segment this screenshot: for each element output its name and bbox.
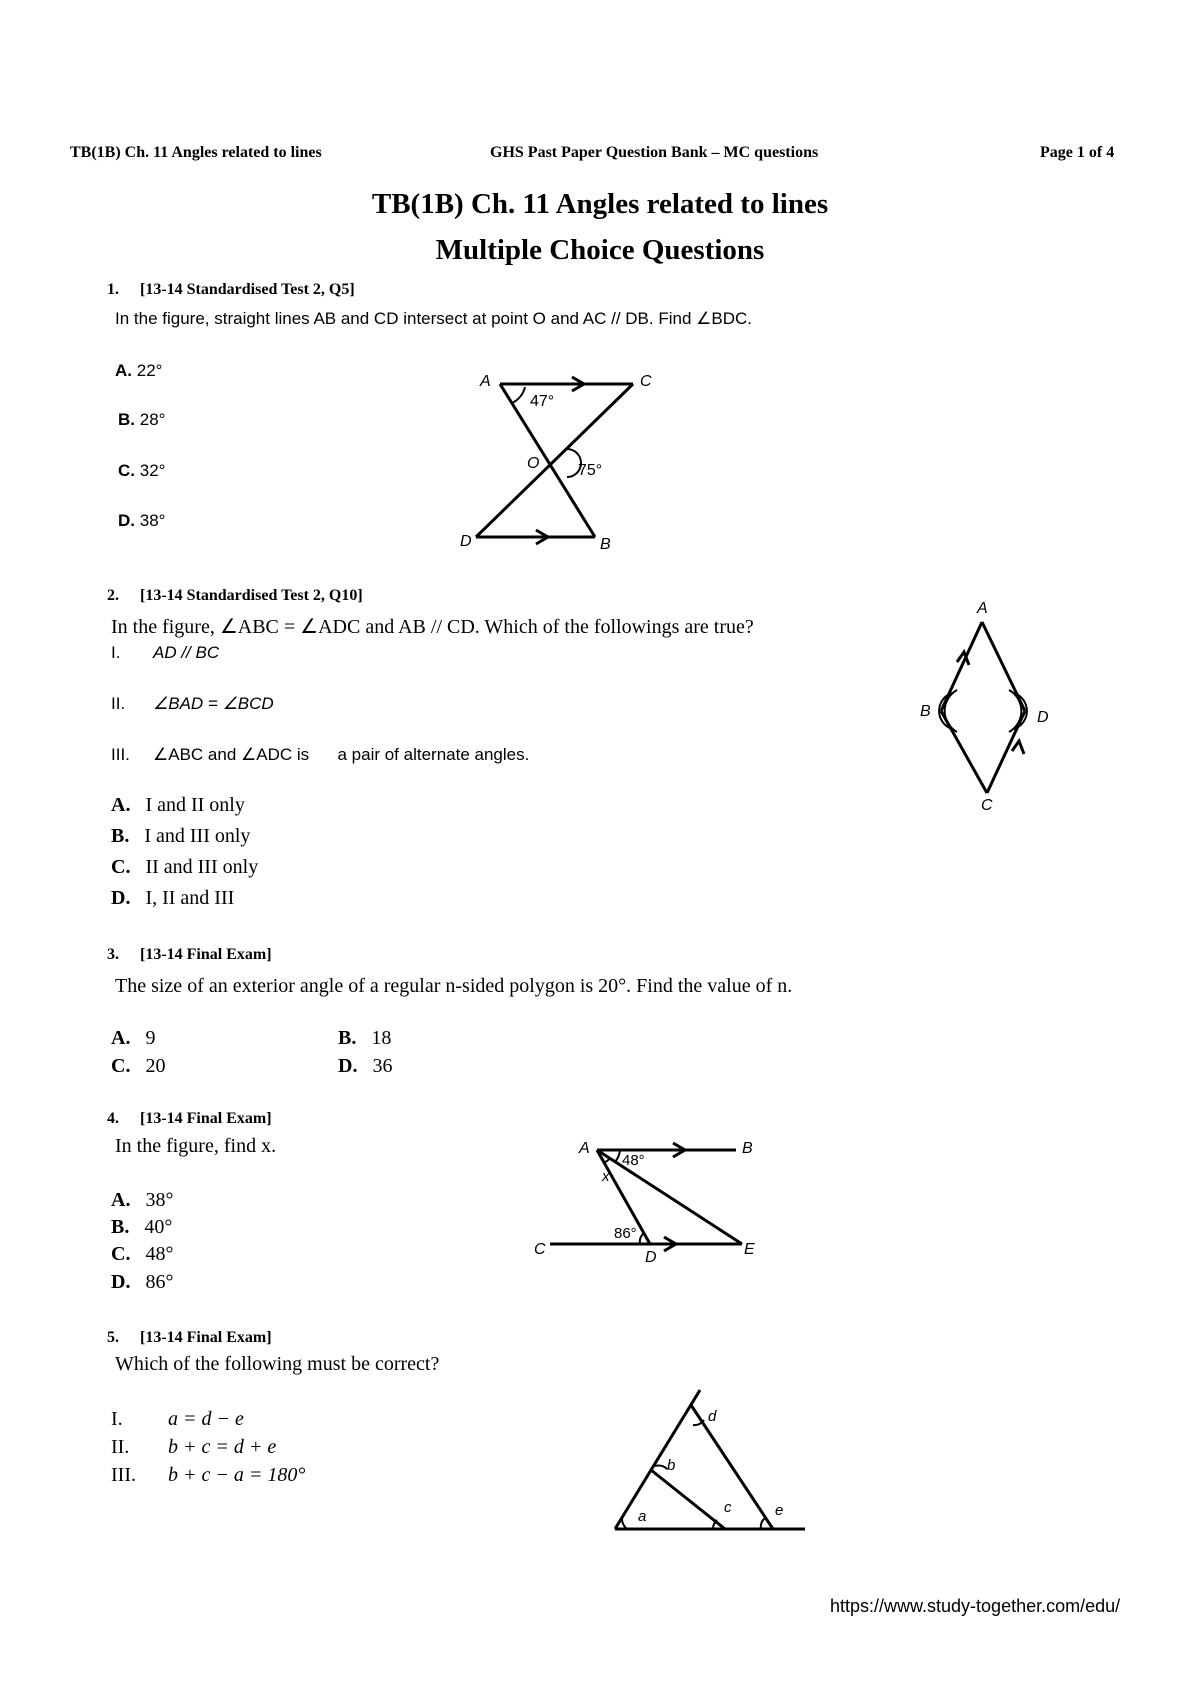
q5-text: Which of the following must be correct? <box>115 1353 440 1375</box>
q2-statement-3-label: III. <box>111 745 130 764</box>
q2-label-a: A <box>977 600 988 617</box>
q2-arrow-cd <box>1012 741 1024 754</box>
q2-number: 2. <box>107 587 119 604</box>
q5-statement-2-label: II. <box>111 1436 130 1458</box>
header-right: Page 1 of 4 <box>1040 144 1115 161</box>
q2-statement-2-label: II. <box>111 694 126 713</box>
page-title: TB(1B) Ch. 11 Angles related to lines <box>371 188 829 220</box>
q5-statement-1: a = d − e <box>168 1408 244 1430</box>
q1-angle-47: 47° <box>530 393 555 410</box>
q4-label-a: A <box>579 1140 590 1157</box>
q4-label-e: E <box>744 1241 755 1258</box>
q4-angle-86: 86° <box>614 1225 637 1242</box>
q1-figure <box>450 365 660 555</box>
q2-source: [13-14 Standardised Test 2, Q10] <box>140 587 363 604</box>
q2-label-b: B <box>920 703 931 720</box>
q2-statement-1-label: I. <box>111 643 121 662</box>
q1-angle-arc-47 <box>512 387 525 403</box>
q4-figure <box>534 1130 770 1266</box>
q1-angle-75: 75° <box>578 462 603 479</box>
q3-text: The size of an exterior angle of a regular n-sided polygon is 20°. Find the value of n. <box>115 975 793 997</box>
q5-number: 5. <box>107 1329 119 1346</box>
q4-option-c: C. 48° <box>111 1243 174 1265</box>
q4-option-d: D. 86° <box>111 1271 174 1293</box>
q5-label-d: d <box>708 1408 717 1425</box>
q5-left-line <box>615 1390 700 1529</box>
q1-option-c: C. 32° <box>118 461 166 480</box>
q3-number: 3. <box>107 946 119 963</box>
footer-url[interactable]: https://www.study-together.com/edu/ <box>830 1596 1121 1616</box>
q3-option-a: A. 9 <box>111 1027 156 1049</box>
q1-label-a: A <box>480 373 491 390</box>
header-left: TB(1B) Ch. 11 Angles related to lines <box>70 144 322 161</box>
q4-source: [13-14 Final Exam] <box>140 1110 272 1127</box>
q1-text: In the figure, straight lines AB and CD intersect at point O and AC // DB. Find ∠BDC. <box>115 309 752 328</box>
q2-label-d: D <box>1037 709 1049 726</box>
q4-number: 4. <box>107 1110 119 1127</box>
q2-line-ad <box>982 622 1025 711</box>
q4-option-a: A. 38° <box>111 1189 174 1211</box>
q5-source: [13-14 Final Exam] <box>140 1329 272 1346</box>
q5-figure <box>605 1390 815 1540</box>
q5-angle-arc-a <box>622 1518 627 1529</box>
q2-statement-2: ∠BAD = ∠BCD <box>153 694 274 713</box>
q4-text: In the figure, find x. <box>115 1135 277 1157</box>
q4-angle-arc-86 <box>640 1233 644 1244</box>
q2-line-cd <box>987 711 1025 793</box>
q1-label-d: D <box>460 533 472 550</box>
q4-label-d: D <box>645 1249 657 1266</box>
q2-statement-3: ∠ABC and ∠ADC is a pair of alternate angles. <box>153 745 530 764</box>
q5-label-b: b <box>667 1457 676 1474</box>
q5-statement-2: b + c = d + e <box>168 1436 277 1458</box>
q1-label-c: C <box>640 373 652 390</box>
q1-number: 1. <box>107 281 119 298</box>
q2-option-d: D. I, II and III <box>111 887 235 909</box>
q2-statement-1: AD // BC <box>153 643 220 662</box>
q2-line-ab <box>941 622 982 711</box>
q5-angle-arc-e <box>761 1518 765 1529</box>
q5-angle-arc-b <box>655 1465 667 1469</box>
q2-option-c: C. II and III only <box>111 856 259 878</box>
q1-option-b: B. 28° <box>118 410 166 429</box>
q4-label-c: C <box>534 1241 546 1258</box>
q1-option-d: D. 38° <box>118 511 166 530</box>
q3-option-d: D. 36 <box>338 1055 393 1077</box>
q5-label-e: e <box>775 1502 784 1519</box>
q5-label-c: c <box>724 1499 732 1516</box>
q5-label-a: a <box>638 1508 647 1525</box>
q2-option-a: A. I and II only <box>111 794 245 816</box>
q1-option-a: A. 22° <box>115 361 163 380</box>
q4-angle-48: 48° <box>622 1152 645 1169</box>
q1-label-o: O <box>527 455 540 472</box>
q5-statement-3-label: III. <box>111 1464 136 1486</box>
q1-source: [13-14 Standardised Test 2, Q5] <box>140 281 355 298</box>
q1-line-cd <box>476 384 633 537</box>
q2-option-b: B. I and III only <box>111 825 251 847</box>
q2-label-c: C <box>981 797 993 814</box>
q3-option-b: B. 18 <box>338 1027 392 1049</box>
q5-statement-3: b + c − a = 180° <box>168 1464 306 1486</box>
q4-label-x: x <box>602 1168 610 1185</box>
q4-angle-arc-48 <box>615 1150 620 1162</box>
q5-statement-1-label: I. <box>111 1408 123 1430</box>
q2-figure <box>915 600 1065 815</box>
q4-option-b: B. 40° <box>111 1216 173 1238</box>
q5-inner-line <box>651 1470 725 1529</box>
q4-label-b: B <box>742 1140 753 1157</box>
q3-source: [13-14 Final Exam] <box>140 946 272 963</box>
q2-text: In the figure, ∠ABC = ∠ADC and AB // CD. Which of the followings are true? <box>111 616 754 638</box>
q3-option-c: C. 20 <box>111 1055 166 1077</box>
q1-label-b: B <box>600 536 611 553</box>
header-center: GHS Past Paper Question Bank – MC questions <box>490 144 819 161</box>
page-subtitle: Multiple Choice Questions <box>435 234 765 266</box>
